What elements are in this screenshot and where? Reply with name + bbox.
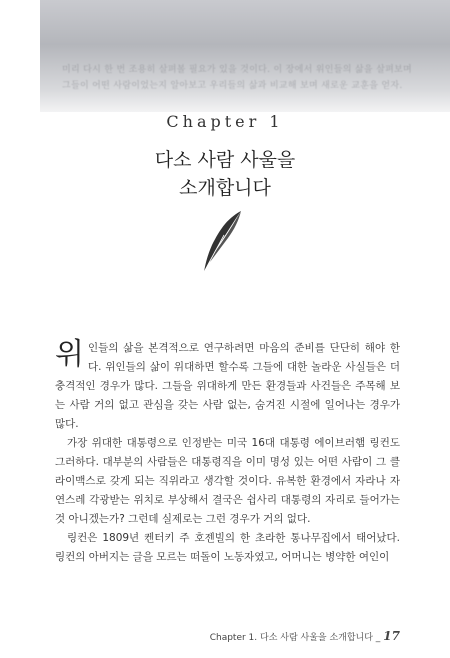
faded-header-line: 그들이 어떤 사람이었는지 알아보고 우리들의 삶과 비교해 보며 새로운 교훈을 얻자. xyxy=(62,81,403,91)
page-footer xyxy=(0,629,400,643)
chapter-label: Chapter 1 xyxy=(166,112,284,131)
drop-cap: 위 xyxy=(55,337,84,372)
chapter-title-line: 소개합니다 xyxy=(179,177,271,199)
faded-header-text xyxy=(62,62,442,94)
page-number: 17 xyxy=(383,629,400,643)
feather-icon xyxy=(198,208,244,274)
paragraph xyxy=(55,339,400,434)
header-gradient-band xyxy=(40,0,450,112)
running-head: Chapter 1. 다소 사람 사울을 소개합니다 _ xyxy=(209,633,381,643)
faded-header-line: 미리 다시 한 번 조용히 살펴볼 필요가 있을 것이다. 이 장에서 위인들의 삶을 살펴보며 xyxy=(62,65,413,75)
chapter-title-line: 다소 사람 사울을 xyxy=(154,149,296,171)
body-text xyxy=(55,339,400,567)
paragraph-text: 인들의 삶을 본격적으로 연구하려면 마음의 준비를 단단히 해야 한다. 위인들의 삶이 위대하면 할수록 그들에 대한 놀라운 사실들은 더 충격적인 경우가 많다. 그들을 위대하게 만든 환경들과 사건들은 주목해 보는 사람 거의 없고 관심을 갖는 사람 없는, 숨겨진 시절에 일어나는 경우가 많다. xyxy=(55,342,400,430)
paragraph: 링컨은 1809년 켄터키 주 호젠빌의 한 초라한 통나무집에서 태어났다. 링컨의 아버지는 글을 모르는 떠돌이 노동자였고, 어머니는 병약한 여인이 xyxy=(55,532,400,563)
paragraph: 가장 위대한 대통령으로 인정받는 미국 16대 대통령 에이브러햄 링컨도 그러하다. 대부분의 사람들은 대통령직을 이미 명성 있는 어떤 사람이 그 클라이맥스로 갖게 되는 직위라고 생각할 것이다. 유복한 환경에서 자라나 자연스레 각광받는 위치로 부상해서 결국은 쉽사리 대통령의 자리로 들어가는 것 아니겠는가? 그런데 실제로는 그런 경우가 거의 없다. xyxy=(55,437,400,525)
chapter-title xyxy=(0,146,450,202)
